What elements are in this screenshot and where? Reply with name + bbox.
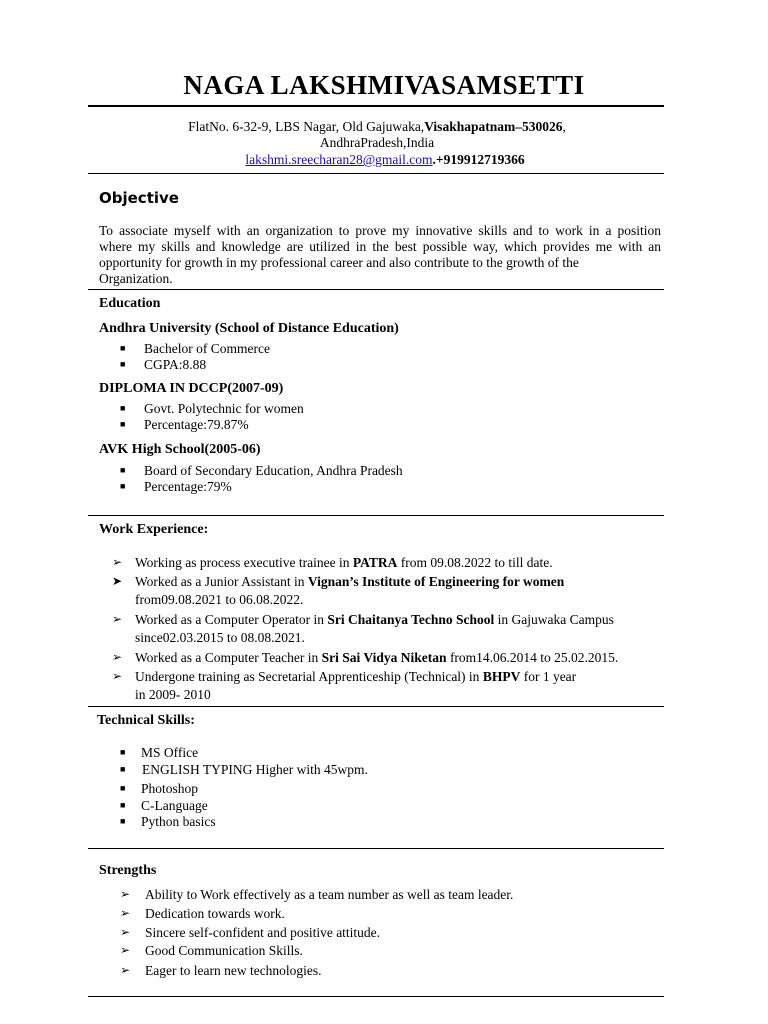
arrow-bullet-icon: ➢ xyxy=(120,943,131,957)
work-item-continued: in 2009- 2010 xyxy=(135,687,211,702)
education-item: ■ CGPA:8.88 xyxy=(120,357,207,372)
work-divider xyxy=(88,706,664,707)
square-bullet-icon: ■ xyxy=(120,403,126,413)
square-bullet-icon: ■ xyxy=(120,747,126,757)
strength-item: ➢ Ability to Work effectively as a team number as well as team leader. xyxy=(120,887,514,902)
address-state: AndhraPradesh,India xyxy=(319,135,435,150)
skill-item: ■ Python basics xyxy=(120,814,216,829)
objective-paragraph xyxy=(99,223,661,287)
strengths-divider xyxy=(88,996,664,997)
education-divider xyxy=(88,515,664,516)
education-item: ■ Percentage:79% xyxy=(120,479,232,494)
square-bullet-icon: ■ xyxy=(120,816,126,826)
education-item: ■ Board of Secondary Education, Andhra Pradesh xyxy=(120,463,403,478)
email-link[interactable]: lakshmi.sreecharan28@gmail.com xyxy=(245,152,433,167)
arrow-bullet-icon: ➢ xyxy=(120,925,131,939)
objective-title: Objective xyxy=(99,189,179,207)
education-item: ■ Bachelor of Commerce xyxy=(120,341,270,356)
skill-item: ■ MS Office xyxy=(120,745,199,760)
square-bullet-icon: ■ xyxy=(120,419,126,429)
strength-item: ➢ Eager to learn new technologies. xyxy=(120,963,322,978)
objective-line: To associate myself with an organization to prove my innovative skills and to work in a position xyxy=(99,223,661,238)
objective-line: opportunity for growth in my professional career and also contribute to the growth of the xyxy=(99,255,579,270)
arrow-bullet-icon: ➢ xyxy=(120,963,131,977)
education-group-title: Andhra University (School of Distance Education) xyxy=(99,321,399,336)
arrow-bullet-icon: ➢ xyxy=(112,669,123,683)
square-bullet-icon: ■ xyxy=(120,359,126,369)
square-bullet-icon: ■ xyxy=(120,783,126,793)
education-title: Education xyxy=(99,296,161,311)
skills-title: Technical Skills: xyxy=(97,713,195,728)
skill-item: ■ C-Language xyxy=(120,798,208,813)
address-tail: , xyxy=(562,119,566,134)
arrow-bullet-icon: ➢ xyxy=(112,612,123,626)
skill-item: ■ Photoshop xyxy=(120,781,199,796)
work-item-continued: since02.03.2015 to 08.08.2021. xyxy=(135,630,305,645)
address-city: Visakhapatnam–530026 xyxy=(424,119,563,134)
work-item: ➢ Worked as a Computer Teacher in Sri Sai Vidya Niketan from14.06.2014 to 25.02.2015. xyxy=(112,650,619,665)
objective-line: Organization. xyxy=(99,271,173,286)
work-item: ➤ Worked as a Junior Assistant in Vignan’s Institute of Engineering for women xyxy=(112,574,565,589)
contact-line xyxy=(8,152,762,168)
square-bullet-icon: ■ xyxy=(120,481,126,491)
work-item: ➢ Worked as a Computer Operator in Sri Chaitanya Techno School in Gajuwaka Campus xyxy=(112,612,614,627)
candidate-name: NAGA LAKSHMIVASAMSETTI xyxy=(183,70,585,100)
work-item: ➢ Undergone training as Secretarial Apprenticeship (Technical) in BHPV for 1 year xyxy=(112,669,577,684)
strengths-title: Strengths xyxy=(99,863,157,878)
arrow-bullet-icon: ➢ xyxy=(112,650,123,664)
arrow-bullet-icon: ➤ xyxy=(112,574,123,588)
square-bullet-icon: ■ xyxy=(120,764,126,774)
square-bullet-icon: ■ xyxy=(120,343,126,353)
contact-divider xyxy=(88,173,664,174)
arrow-bullet-icon: ➢ xyxy=(112,555,123,569)
objective-line: where my skills and knowledge are utilized in the best possible way, which provides me with an xyxy=(99,239,661,254)
work-item: ➢ Working as process executive trainee in PATRA from 09.08.2022 to till date. xyxy=(112,555,553,570)
square-bullet-icon: ■ xyxy=(120,465,126,475)
strength-item: ➢ Sincere self-confident and positive attitude. xyxy=(120,925,381,940)
work-title: Work Experience: xyxy=(99,522,209,537)
education-item: ■ Govt. Polytechnic for women xyxy=(120,401,304,416)
skills-divider xyxy=(88,848,664,849)
address-line xyxy=(0,119,754,135)
work-item-continued: from09.08.2021 to 06.08.2022. xyxy=(135,592,304,607)
education-group-title: AVK High School(2005-06) xyxy=(99,442,261,457)
education-group-title: DIPLOMA IN DCCP(2007-09) xyxy=(99,381,284,396)
education-item: ■ Percentage:79.87% xyxy=(120,417,249,432)
phone-number: .+919912719366 xyxy=(432,152,525,167)
strength-item: ➢ Dedication towards work. xyxy=(120,906,285,921)
strength-item: ➢ Good Communication Skills. xyxy=(120,943,303,958)
header-divider xyxy=(88,105,664,107)
skill-item: ■ ENGLISH TYPING Higher with 45wpm. xyxy=(120,762,368,777)
arrow-bullet-icon: ➢ xyxy=(120,906,131,920)
arrow-bullet-icon: ➢ xyxy=(120,887,131,901)
address-plain: FlatNo. 6-32-9, LBS Nagar, Old Gajuwaka, xyxy=(188,119,425,134)
square-bullet-icon: ■ xyxy=(120,800,126,810)
objective-divider xyxy=(88,289,664,290)
